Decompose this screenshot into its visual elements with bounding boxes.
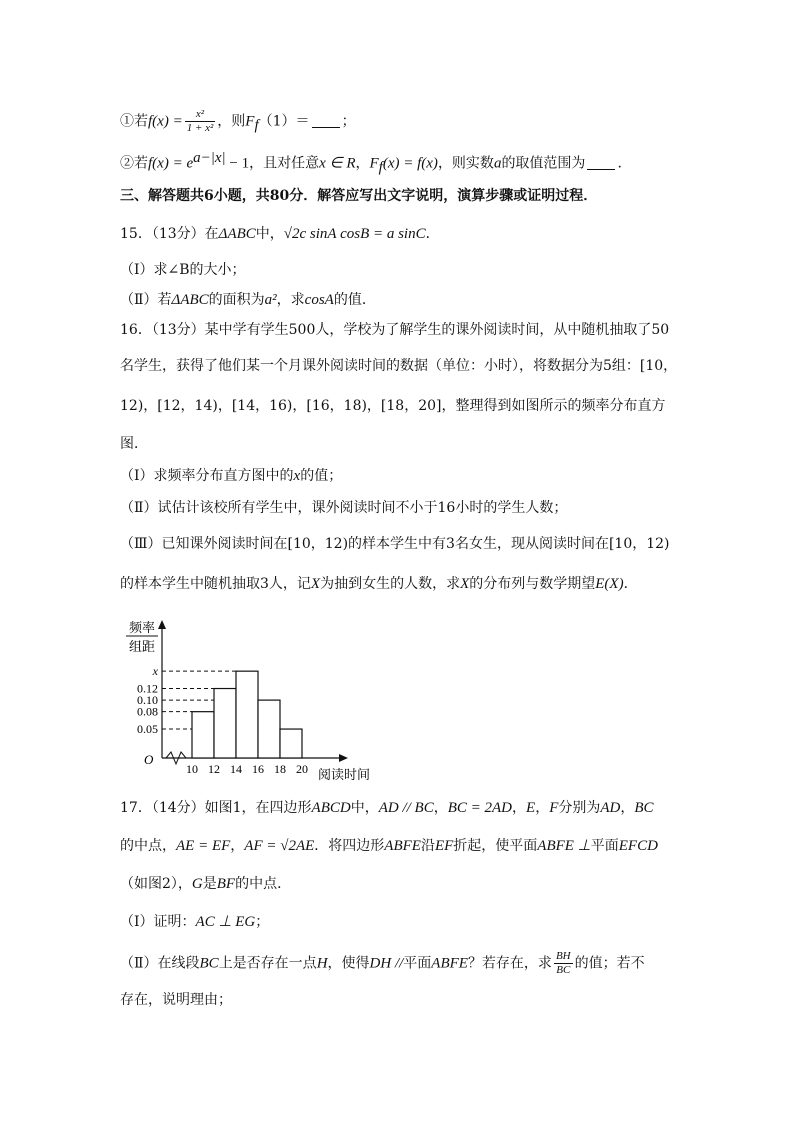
x-tick-label: 12 (208, 762, 220, 776)
frequency-histogram (110, 612, 400, 788)
q16-part3-cont: 的样本学生中随机抽取3人，记X为抽到女生的人数，求X的分布列与数学期望E(X)． (120, 576, 638, 592)
x-tick-label: 18 (274, 762, 286, 776)
y-tick-label: 0.05 (137, 722, 158, 737)
x-tick-label: 16 (252, 762, 264, 776)
q17-line3: （如图2），G是BF的中点． (120, 876, 292, 892)
q17-part2: （Ⅱ）在线段BC上是否存在一点H，使得DH //平面ABFE？若存在，求 $\frac{BH}{BC}$ 的值；若不 (120, 950, 645, 976)
q17-part1: （Ⅰ）证明：AC ⊥ EG； (120, 914, 270, 930)
q15-stem: 15．（13分）在ΔABC中，√2c sinA cosB = a sinC． (120, 226, 440, 242)
y-tick-label: x (152, 664, 158, 679)
answer-blank (312, 127, 340, 128)
q17-part2-cont: 存在，说明理由； (120, 992, 232, 1008)
q15-part1: （Ⅰ）求∠B的大小； (120, 262, 246, 278)
q16-line3: 12)，[12，14)，[14，16)，[16，18)，[18，20]，整理得到如图所示的频率分布直方 (120, 398, 666, 414)
q17-line1: 17．（14分）如图1，在四边形ABCD中，AD // BC，BC = 2AD，E，F分别为AD，BC (120, 800, 654, 816)
histogram-bar (258, 700, 280, 758)
x-axis-label: 阅读时间 (318, 767, 371, 782)
origin-label: O (144, 752, 154, 767)
histogram-bar (192, 712, 214, 758)
y-tick-label: 0.12 (137, 681, 158, 696)
y-tick-label: 0.08 (137, 704, 158, 719)
q17-line2: 的中点，AE = EF，AF = √2AE．将四边形ABFE沿EF折起，使平面ABFE ⊥平面EFCD (120, 838, 658, 854)
q16-line2: 名学生，获得了他们某一个月课外阅读时间的数据（单位：小时），将数据分为5组：[10， (120, 358, 678, 374)
q17-fraction: $\frac{BH}{BC}$ (555, 950, 571, 976)
q16-part1: （Ⅰ）求频率分布直方图中的x的值； (120, 468, 343, 484)
y-tick-label: 0.10 (137, 693, 158, 708)
section-heading: 三、解答题共6小题，共80分．解答应写出文字说明，演算步骤或证明过程． (120, 188, 598, 204)
y-axis-arrow (158, 620, 166, 629)
q14-part2-line: ②若$f(x) = e^{a-|x|} - 1$，且对任意x ∈ R，$F_f(x) = f(x)$，则实数a的取值范围为 . (120, 150, 622, 176)
histogram-bar (236, 671, 258, 758)
q15-part2: （Ⅱ）若ΔABC的面积为a²，求cosA的值． (120, 292, 376, 308)
q14-part1-line: ①若f(x) = $\frac{\text{x²}}{\text{1 + x²}}$ ，则$F_f(1)=$ ； (120, 108, 356, 134)
y-label-top: 频率 (128, 620, 156, 635)
x-axis-arrow (339, 754, 348, 762)
q16-line1: 16．（13分）某中学有学生500人，学校为了解学生的课外阅读时间，从中随机抽取了50 (120, 322, 670, 338)
histogram-bar (280, 729, 302, 758)
q14-fraction: $\frac{\text{x²}}{\text{1 + x²}}$ (186, 108, 214, 134)
y-label-bottom: 组距 (128, 639, 156, 654)
q16-part3: （Ⅲ）已知课外阅读时间在[10，12)的样本学生中有3名女生，现从阅读时间在[10，12) (120, 536, 670, 552)
x-tick-label: 14 (230, 762, 242, 776)
x-tick-label: 20 (296, 762, 308, 776)
x-tick-label: 10 (186, 762, 198, 776)
q16-part2: （Ⅱ）试估计该校所有学生中，课外阅读时间不小于16小时的学生人数； (120, 500, 568, 516)
answer-blank (587, 169, 615, 170)
histogram-bar (214, 689, 236, 758)
q16-line4: 图． (120, 436, 148, 452)
